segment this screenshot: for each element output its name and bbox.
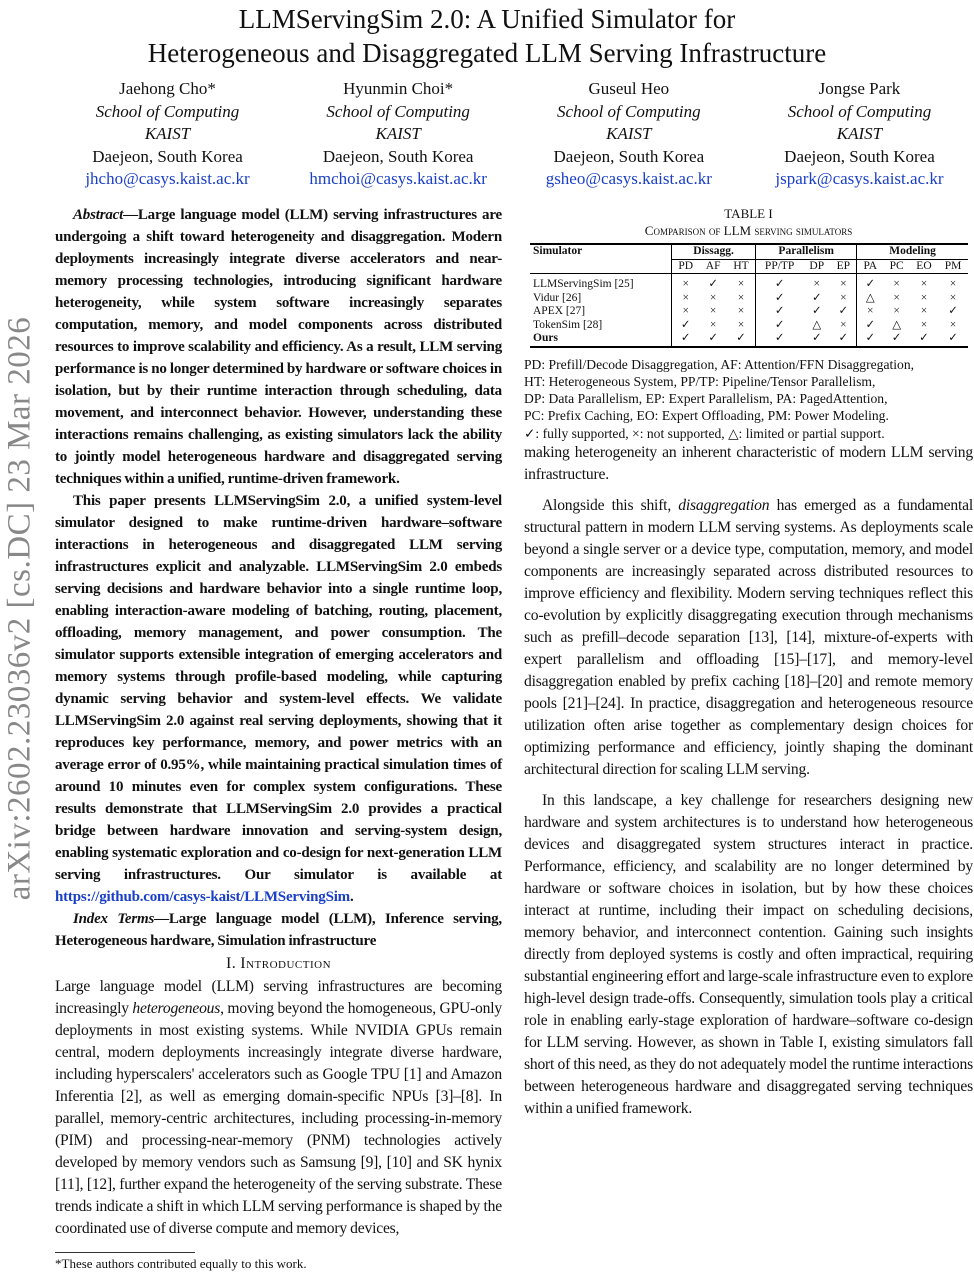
support-cell: × — [671, 292, 699, 306]
left-column — [55, 204, 502, 1272]
support-cell: × — [709, 291, 717, 304]
simulator-name: Vidur [26] — [533, 291, 582, 304]
legend-line: ✓: fully supported, ×: not supported, △: limited or partial support. — [524, 425, 885, 441]
support-cell: × — [949, 291, 957, 304]
arxiv-stamp: arXiv:2602.23036v2 [cs.DC] 23 Mar 2026 — [1, 316, 38, 901]
author-location: Daejeon, South Korea — [92, 146, 243, 166]
text: has emerged as a fundamental structural pattern in modern LLM serving systems. As deployments scale beyond a single server or a device type, computation, memory, and model components are increasingly separated across distributed resources to improve efficiency and flexibility. Modern serving techniques reflect this co-evolution by explicitly disaggregating execution through mechanisms such as prefill–decode separation [13], [14], mixture-of-experts with expert parallelism and offloading [15]–[17], and memory-level disaggregation enabled by prefix caching [18]–[20] and remote memory pools [21]–[24]. In practice, disaggregation and heterogeneous resource utilization often arise together as complementary design choices for optimizing performance and efficiency, jointly shaping the dominant architectural direction for scaling LLM serving. — [524, 496, 973, 778]
support-cell: × — [737, 305, 745, 317]
abstract-text: —Large language model (LLM) serving infrastructures are undergoing a shift toward heterogeneity and disaggregation. Modern deployments increasingly integrate diverse accelerators and near-memory processing technologies, introducing significant hardware heterogeneity, while system software increasingly separates computation, memory, and model components across distributed resources to improve scalability and efficiency. As a result, LLM serving performance is no longer determined by hardware or software choices in isolation, but by their runtime interaction through scheduling, data movement, and interconnect behavior. However, understanding these interactions remains challenging, as existing simulators lack the ability to jointly model heterogeneous hardware and disaggregated serving techniques within a unified, runtime-driven framework. — [55, 207, 502, 487]
column-header: EO — [910, 259, 938, 274]
author-affiliation: School of Computing — [95, 101, 240, 121]
support-cell: × — [840, 318, 847, 331]
support-cell: ✓ — [756, 274, 803, 292]
paragraph: In this landscape, a key challenge for researchers designing new hardware and system architectures is to understand how heterogeneous devices and disaggregated system structures interact in practice. Performance, efficiency, and scalability are no longer determined by hardware or software choices in isolation, but by how these choices interact at runtime, including their impact on scheduling decisions, memory behavior, and interconnect contention. Gaining such insights directly from deployed systems is costly and often impractical, requiring substantial engineering effort and large-scale infrastructure even to explore high-level design trade-offs. Consequently, simulation tools play a critical role in enabling early-stage exploration of hardware–software co-design for LLM serving. However, as shown in Table I, existing simulators fall short of this need, as they do not adequately model the runtime interactions between heterogeneous hardware and disaggregated serving techniques within a unified framework. — [524, 791, 973, 1117]
table-row — [530, 274, 968, 292]
support-cell: ✓ — [891, 332, 902, 344]
author-block — [286, 78, 511, 191]
support-cell: ✓ — [948, 305, 958, 317]
author-block — [747, 78, 972, 191]
support-cell: × — [949, 278, 957, 290]
simulator-name: APEX [27] — [533, 305, 586, 317]
emphasis: disaggregation — [678, 496, 770, 514]
column-header: PD — [671, 259, 699, 274]
author-institution: KAIST — [144, 124, 191, 143]
paragraph — [524, 495, 973, 781]
table-row — [530, 305, 968, 319]
support-cell: ✓ — [708, 332, 718, 344]
support-cell: ✓ — [671, 319, 699, 333]
intro-paragraph — [55, 976, 502, 1240]
support-cell: △ — [892, 318, 902, 331]
header-group: Dissagg. — [671, 244, 755, 259]
index-terms-label: Index Terms — [73, 911, 155, 927]
support-cell: ✓ — [756, 305, 803, 319]
column-header: PC — [883, 259, 910, 274]
simulator-name: Ours — [533, 332, 558, 344]
author-location: Daejeon, South Korea — [322, 146, 474, 166]
support-cell: × — [813, 278, 821, 290]
header-group: Parallelism — [756, 244, 857, 259]
support-cell: ✓ — [708, 278, 718, 290]
right-column — [524, 205, 973, 1120]
author-institution: KAIST — [836, 124, 883, 143]
intro-emphasis: heterogeneous — [132, 1000, 221, 1017]
author-name: Hyunmin Choi* — [343, 79, 454, 98]
author-name: Jaehong Cho* — [119, 79, 216, 98]
support-cell: × — [709, 305, 717, 317]
support-cell: ✓ — [838, 332, 849, 344]
support-cell: ✓ — [736, 332, 746, 344]
author-name: Guseul Heo — [588, 79, 670, 98]
support-cell: × — [737, 291, 745, 304]
simulator-name: TokenSim [28] — [533, 318, 603, 331]
legend-line: DP: Data Parallelism, EP: Expert Parallelism, PA: PagedAttention, — [524, 391, 888, 407]
author-name: Jongse Park — [818, 79, 901, 98]
table-row — [530, 332, 968, 347]
support-cell: × — [737, 278, 745, 290]
author-institution: KAIST — [375, 124, 421, 143]
table-title: Comparison of LLM serving simulators — [644, 223, 853, 238]
column-header: HT — [727, 259, 756, 274]
footnote: *These authors contributed equally to this work. — [55, 1256, 307, 1271]
author-location: Daejeon, South Korea — [784, 146, 935, 166]
author-affiliation: School of Computing — [557, 101, 701, 121]
author-affiliation: School of Computing — [326, 101, 470, 121]
support-cell: ✓ — [857, 332, 884, 347]
support-cell: × — [920, 291, 928, 304]
header-simulator: Simulator — [533, 245, 583, 258]
abstract: Abstract—Large language model (LLM) serving infrastructures are undergoing a shift toward heterogeneity and disaggregation. Modern deployments increasingly integrate diverse accelerators and near-memory processing technologies, introducing significant hardware heterogeneity, while system software increasingly separates computation, memory, and model components across distributed resources to improve scalability and efficiency. As a result, LLM serving performance is no longer determined by hardware or software choices in isolation, but by their runtime interaction through scheduling, data movement, and interconnect behavior. However, understanding these interactions remains challenging, as existing simulators lack the ability to jointly model heterogeneous hardware and disaggregated serving techniques within a unified, runtime-driven framework. This paper presents LLMServingSim 2.0, a unified system-level simulator designed to make runtime-driven hardware–software interactions in heterogeneous and disaggregated LLM serving infrastructures explicit and analyzable. LLMServingSim 2.0 embeds serving decisions and hardware behavior into a single runtime loop, enabling interaction-aware modeling of batching, routing, placement, offloading, memory management, and power consumption. The simulator supports extensible integration of emerging accelerators and memory systems through profile-based modeling, while capturing dynamic serving behavior and system-level effects. We validate LLMServingSim 2.0 against real serving deployments, showing that it reproduces key performance, memory, and power metrics with an average error of 0.95%, while maintaining practical simulation times of around 10 minutes even for complex system configurations. These results demonstrate that LLMServingSim 2.0 provides a practical bridge between hardware innovation and serving-system design, enabling systematic exploration and co-design for next-generation LLM serving infrastructures. Our simulator is available at https://github.com/casys-kaist/LLMServingSim. Index Terms—Large language model (LLM), Inference serving, Heterogeneous hardware, Simulation infrastructure — [55, 207, 502, 949]
support-cell: × — [671, 305, 699, 319]
section-heading: I. Introduction — [225, 955, 332, 972]
support-cell: △ — [857, 292, 884, 306]
support-cell: ✓ — [756, 332, 803, 347]
comparison-table — [530, 243, 968, 348]
support-cell: ✓ — [919, 332, 929, 344]
title-line-2: Heterogeneous and Disaggregated LLM Serving Infrastructure — [147, 38, 827, 68]
support-cell: ✓ — [857, 274, 884, 292]
author-list — [55, 78, 972, 191]
paper-title — [0, 2, 974, 70]
author-institution: KAIST — [606, 124, 652, 143]
table-label: TABLE I — [724, 206, 773, 221]
support-cell: × — [709, 318, 717, 331]
column-header: AF — [699, 259, 726, 274]
support-cell: ✓ — [811, 332, 822, 344]
support-cell: ✓ — [811, 305, 822, 317]
column-header: PM — [938, 259, 968, 274]
index-terms: —Large language model (LLM), Inference serving, Heterogeneous hardware, Simulation infrastructure — [55, 911, 502, 949]
legend-line: PD: Prefill/Decode Disaggregation, AF: Attention/FFN Disaggregation, — [524, 356, 915, 372]
simulator-name: LLMServingSim [25] — [533, 278, 634, 290]
support-cell: × — [671, 274, 699, 292]
support-cell: × — [949, 318, 957, 331]
author-affiliation: School of Computing — [787, 101, 932, 121]
abstract-label: Abstract — [73, 207, 124, 223]
legend-line: HT: Heterogeneous System, PP/TP: Pipeline/Tensor Parallelism, — [524, 373, 876, 389]
intro-text-cont: , moving beyond the homogeneous, GPU-only deployments in most existing systems. While NVIDIA GPUs remain central, modern deployments increasingly integrate diverse hardware, including hyperscalers' accelerators such as Google TPU [1] and Amazon Inferentia [2], as well as emerging domain-specific NPUs [3]–[8]. In parallel, memory-centric architectures, including processing-in-memory (PIM) and processing-near-memory (PNM) technologies actively developed by memory vendors such as Samsung [9], [10] and SK hynix [11], [12], further expand the heterogeneity of the serving substrate. These trends indicate a shift in which LLM serving performance is shaped by the coordinated use of diverse compute and memory devices, — [55, 1000, 502, 1237]
support-cell: ✓ — [756, 292, 803, 306]
support-cell: × — [857, 305, 884, 319]
column-header: EP — [830, 259, 856, 274]
support-cell: × — [920, 278, 928, 290]
support-cell: × — [893, 291, 900, 304]
support-cell: × — [840, 291, 847, 304]
support-cell: × — [893, 305, 900, 317]
header-group: Modeling — [857, 244, 968, 259]
support-cell: × — [737, 318, 745, 331]
abstract-text-2: This paper presents LLMServingSim 2.0, a unified system-level simulator designed to make runtime-driven hardware–software interactions in heterogeneous and disaggregated LLM serving infrastructures explicit and analyzable. LLMServingSim 2.0 embeds serving decisions and hardware behavior into a single runtime loop, enabling interaction-aware modeling of batching, routing, placement, offloading, memory management, and power consumption. The simulator supports extensible integration of emerging accelerators and memory systems through profile-based modeling, while capturing dynamic serving behavior and system-level effects. We validate LLMServingSim 2.0 against real serving deployments, showing that it reproduces key performance, memory, and power metrics with an average error of 0.95%, while maintaining practical simulation times of around 10 minutes even for complex system configurations. These results demonstrate that LLMServingSim 2.0 provides a practical bridge between hardware innovation and serving-system design, enabling systematic exploration and co-design for next-generation LLM serving infrastructures. Our simulator is available at — [55, 493, 502, 883]
intro-text: Large language model (LLM) serving infrastructures are becoming increasingly — [55, 978, 502, 1017]
author-email-link[interactable]: jspark@casys.kaist.ac.kr — [775, 169, 944, 188]
legend-line: PC: Prefix Caching, EO: Expert Offloading, PM: Power Modeling. — [524, 408, 889, 424]
table-legend — [524, 356, 973, 442]
support-cell: ✓ — [756, 319, 803, 333]
blank-cell — [530, 259, 671, 274]
paragraph: making heterogeneity an inherent characteristic of modern LLM serving infrastructure. — [524, 443, 973, 483]
column-header: PA — [857, 259, 884, 274]
support-cell: × — [920, 305, 928, 317]
support-cell: × — [893, 278, 900, 290]
support-cell: △ — [812, 318, 822, 331]
column-header: DP — [803, 259, 830, 274]
table-row — [530, 292, 968, 306]
support-cell: ✓ — [811, 291, 822, 304]
support-cell: ✓ — [948, 332, 958, 344]
author-block — [516, 78, 741, 191]
support-cell: × — [840, 278, 847, 290]
support-cell: ✓ — [838, 305, 849, 317]
table-row — [530, 319, 968, 333]
text: Alongside this shift, — [542, 496, 679, 514]
author-email-link[interactable]: gsheo@casys.kaist.ac.kr — [545, 169, 712, 188]
support-cell: ✓ — [671, 332, 699, 347]
author-email-link[interactable]: hmchoi@casys.kaist.ac.kr — [309, 169, 487, 188]
table-caption — [524, 205, 973, 239]
author-block — [55, 78, 280, 191]
support-cell: ✓ — [857, 319, 884, 333]
title-line-1: LLMServingSim 2.0: A Unified Simulator for — [238, 4, 736, 34]
github-link[interactable]: https://github.com/casys-kaist/LLMServingSim — [55, 889, 350, 905]
author-email-link[interactable]: jhcho@casys.kaist.ac.kr — [85, 169, 250, 188]
column-header: PP/TP — [756, 259, 803, 274]
support-cell: × — [920, 318, 928, 331]
author-location: Daejeon, South Korea — [553, 146, 705, 166]
